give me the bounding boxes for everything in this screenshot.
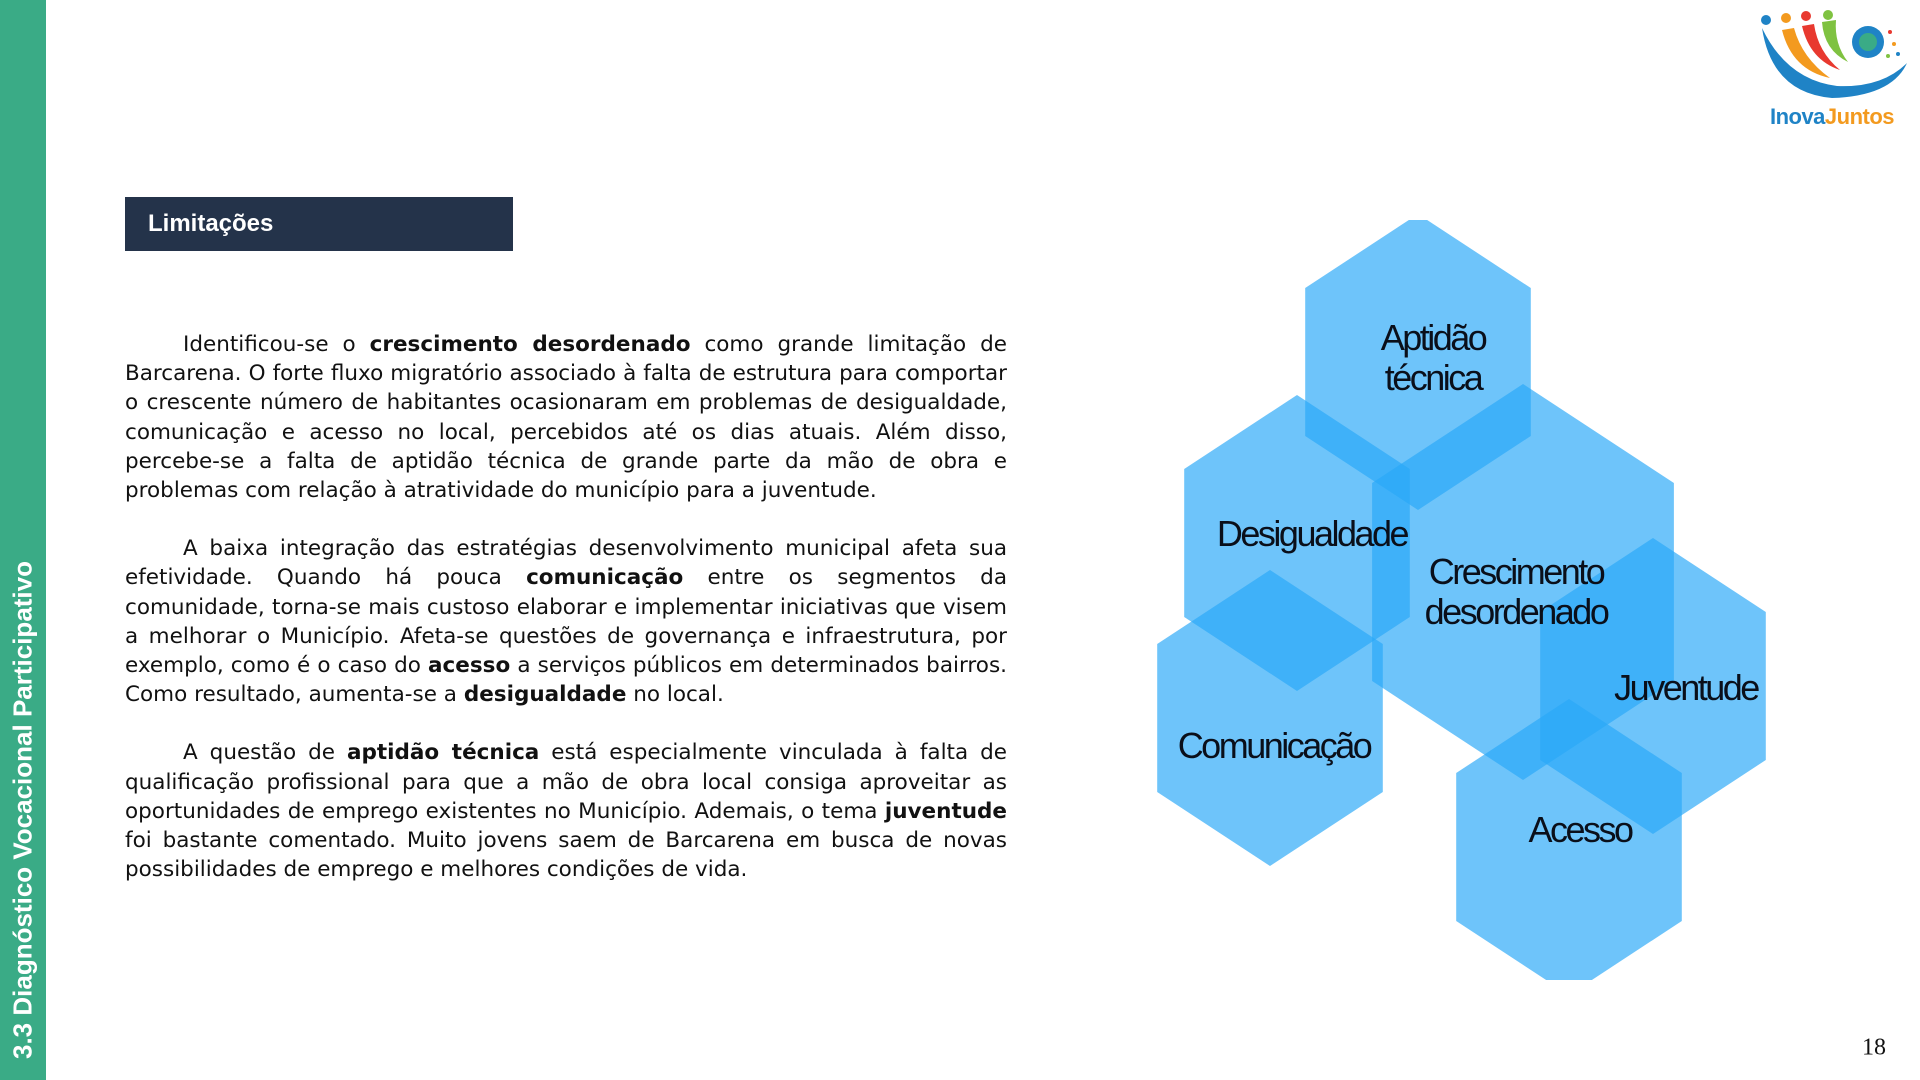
bold-term: crescimento desordenado <box>369 332 691 357</box>
hexagon-label-line: Acesso <box>1528 809 1632 850</box>
hexagon-label-acesso <box>1528 810 1631 850</box>
text-run: entre os segmentos da comunidade, torna-se mais custoso elaborar e implementar iniciativas que visem a melhorar o Município. Afeta-se questões de governança e infraestrutura, por exemplo, como é o caso do <box>125 565 1007 679</box>
page-number: 18 <box>1862 1034 1886 1061</box>
paragraph <box>125 738 1007 884</box>
text-run: como grande limitação de Barcarena. O forte fluxo migratório associado à falta de estrutura para comportar o crescente número de habitantes ocasionaram em problemas de desigualdade, comunicação e acesso no local, percebidos até os dias atuais. Além disso, percebe-se a falta de aptidão técnica de grande parte da mão de obra e problemas com relação à atratividade do município para a juventude. <box>125 332 1007 504</box>
hexagon-label-line: desordenado <box>1424 591 1608 632</box>
paragraph <box>125 330 1007 505</box>
inovajuntos-logo <box>1752 8 1912 138</box>
sidebar <box>0 0 46 1080</box>
bold-term: comunicação <box>526 565 684 591</box>
hexagon-label-comunicacao <box>1178 726 1371 766</box>
hexagon-label-line: Crescimento <box>1428 551 1604 592</box>
hexagon-label-line: Comunicação <box>1177 725 1371 766</box>
hexagon-label-line: Aptidão <box>1380 317 1486 358</box>
hexagon-label-juventude <box>1614 668 1758 708</box>
sidebar-title: 3.3 Diagnóstico Vocacional Participativo <box>7 561 38 1059</box>
hexagon-label-line: Juventude <box>1614 667 1758 708</box>
text-run: foi bastante comentado. Muito jovens saem de Barcarena em busca de novas possibilidades de emprego e melhores condições de vida. <box>125 828 1007 883</box>
bold-term: aptidão técnica <box>346 740 540 766</box>
hexagon-label-line: técnica <box>1384 357 1482 398</box>
bold-term: juventude <box>884 798 1007 824</box>
text-run: a serviços públicos em determinados bairros. Como resultado, aumenta-se a <box>125 653 1007 708</box>
logo-wordmark: InovaJuntos <box>1769 104 1895 129</box>
hexagon-label-line: Desigualdade <box>1216 513 1408 554</box>
text-run: no local. <box>626 682 724 708</box>
text-run: A baixa integração das estratégias desenvolvimento municipal afeta sua efetividade. Quando há pouca <box>125 536 1007 591</box>
body-text <box>125 330 1007 913</box>
hexagon-label-desigualdade <box>1217 514 1407 554</box>
bold-term: desigualdade <box>463 682 627 708</box>
text-run: Identificou-se o <box>183 332 370 357</box>
hexagon-label-crescimento <box>1425 552 1608 632</box>
hexagon-label-aptidao <box>1381 318 1486 398</box>
text-run: está especialmente vinculada à falta de qualificação profissional para que a mão de obra local consiga aproveitar as oportunidades de emprego existentes no Município. Ademais, o tema <box>125 740 1007 824</box>
bold-term: acesso <box>428 653 511 679</box>
logo-emblem-icon <box>1752 8 1912 108</box>
section-title: Limitações <box>125 197 513 251</box>
paragraph <box>125 534 1007 709</box>
text-run: A questão de <box>183 740 347 766</box>
